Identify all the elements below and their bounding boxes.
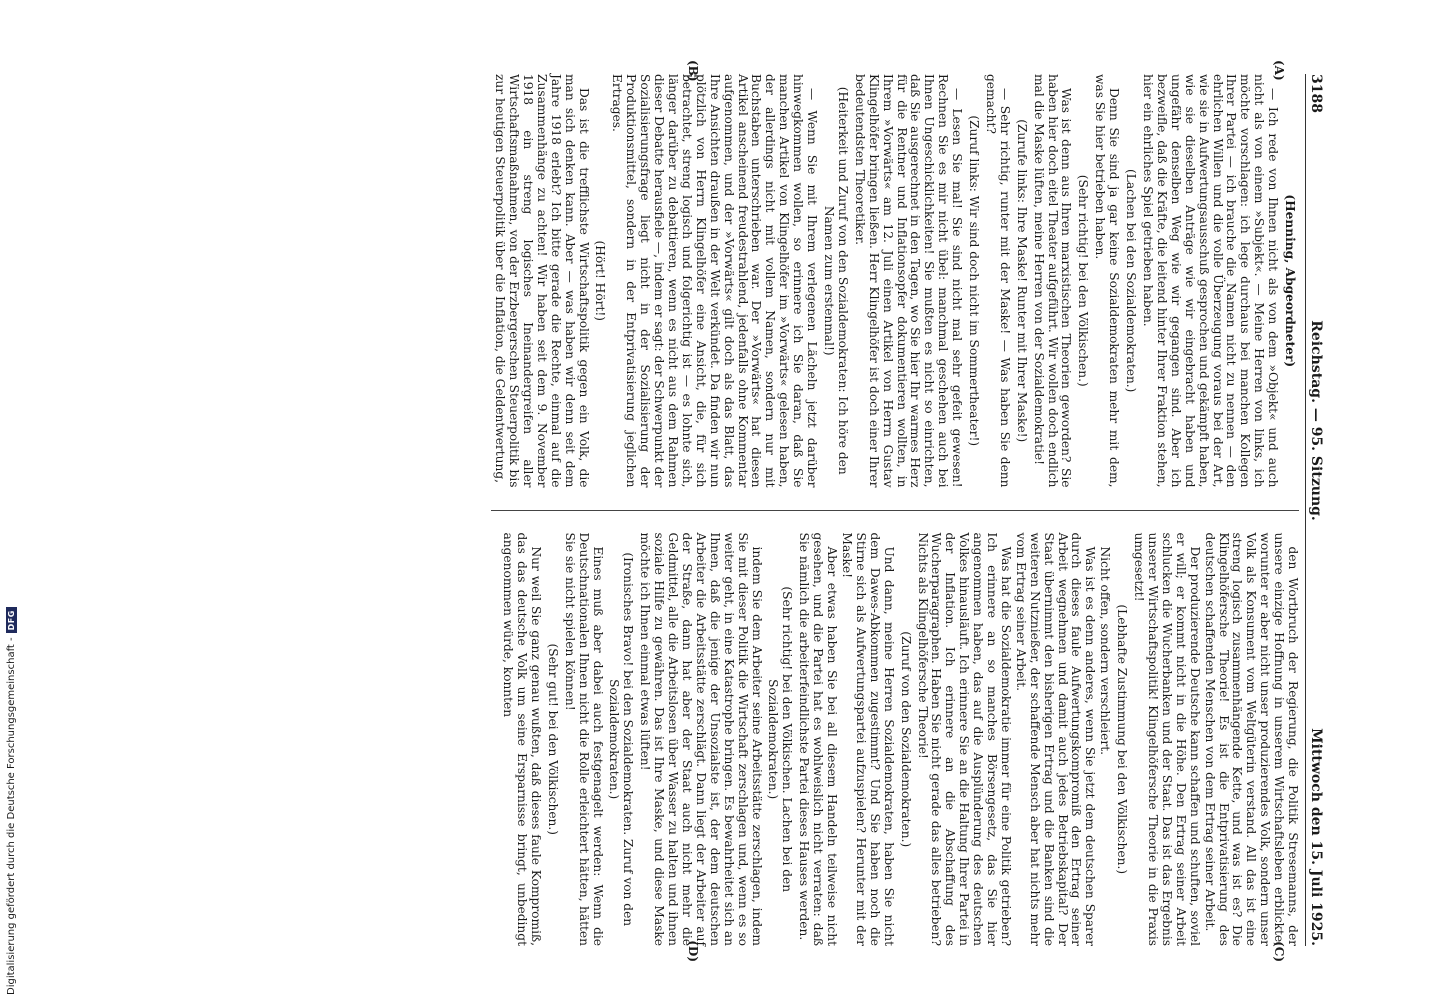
dfg-logo: DFG: [6, 607, 17, 633]
page-number: 3188: [1308, 74, 1324, 113]
margin-marker-a: (A): [1272, 60, 1287, 81]
margin-marker-c: (C): [1272, 941, 1287, 962]
paragraph: Und dann, meine Herren Sozialdemokraten, haben Sie nicht dem Dawes-Abkommen zugestimmt? Und Sie haben noch die Stirne sich als Aufwertungspartei aufzuspielen? Herunter mit der Maske!: [840, 532, 896, 946]
interjection: (Zurufe links: Ihre Maske! Runter mit Ihrer Maske!): [1014, 119, 1029, 443]
paragraph: — Sehr richtig, runter mit der Maske! — Was haben Sie denn gemacht?: [983, 74, 1012, 488]
header-title: Reichstag. — 95. Sitzung.: [1308, 320, 1324, 521]
paragraph: Was ist es denn anderes, wenn Sie jetzt dem deutschen Sparer durch dieses faule Aufwertungskompromiß den Ertrag seiner Arbeit wegnehmen und damit auch jedes Betriebskapital? Der Staat übernimmt den bisherigen Ertrag und die Banken sind die weiteren Nutznießer, der schaffende Mensch aber hat nichts mehr vom Ertrag seiner Arbeit.: [1013, 532, 1098, 946]
paragraph: indem Sie dem Arbeiter seine Arbeitsstätte zerschlagen, indem Sie mit dieser Politik die Wirtschaft zerschlagen und, wenn es so weiter geht, in eine Katastrophe bringen. Es bewahrheitet sich an Ihnen, daß die jenige der Unsozialste ist, der dem deutschen Arbeiter die Arbeitsstätte zerschlägt. Dann liegt der Arbeiter auf der Straße, dann hat aber der Staat auch nicht mehr die Geldmittel, alle die Arbeitslosen über Wasser zu halten und ihnen soziale Hilfe zu gewähren. Das ist Ihre Maske, und diese Maske möchte ich Ihnen einmal etwas lüften!: [638, 532, 764, 946]
interjection: (Sehr richtig! bei den Völkischen.): [1076, 174, 1091, 387]
interjection: (Lachen bei den Sozialdemokraten.): [1124, 169, 1139, 393]
column-divider: [491, 510, 1299, 511]
document-page: [90, 60, 1330, 960]
speaker-line: (Henning, Abgeordneter): [1283, 194, 1298, 368]
paragraph: — Wenn Sie mit Ihrem verlegenen Lächeln jetzt darüber hinwegkommen wollen, so erinnere ich Sie daran, daß Sie manchen Artikel von Klingelhöfer im »Vorwärts« gelesen haben, der allerdings nicht mit vollem Namen, sondern nur mit Buchstaben unterschrieben war. Der »Vorwärts« hat diesen Artikel anscheinend freudestrahlend, jedenfalls ohne Kommentar aufgenommen, und der »Vorwärts« gilt doch als das Blatt, das Ihre Ansichten draußen in der Welt verkündet. Da finden wir nun plötzlich von Herrn Klingelhöfer eine Ansicht, die, für sich betrachtet, streng logisch und folgerichtig ist — es lohnte sich, länger darüber zu debattieren, wenn es nicht aus dem Rahmen dieser Debatte herausfiele —, indem er sagt: der Schwerpunkt der Sozialisierungsfrage liegt nicht in der Sozialisierung der Produktionsmittel, sondern in der Entprivatisierung jeglichen Ertrages.: [610, 74, 820, 488]
left-column: [491, 60, 1299, 488]
paragraph: Aber etwas haben Sie bei all diesem Handeln teilweise nicht gesehen, und die Partei hat es wohlweislich nicht verraten: daß Sie nämlich die arbeiterfeindlichste Partei dieses Hauses werden.: [797, 532, 840, 946]
paragraph: Eines muß aber dabei auch festgenagelt werden: Wenn die Deutschnationalen Ihnen nicht die Rolle erleichtert hätten, hätten Sie sie nicht spielen können!: [562, 532, 605, 946]
page-header: [1305, 74, 1322, 946]
paragraph: Nicht offen, sondern verschleiert.: [1098, 546, 1113, 755]
interjection: (Ironisches Bravo! bei den Sozialdemokraten. Zuruf von den Sozialdemokraten.): [607, 552, 636, 927]
funding-text: Digitalisierung gefördert durch die Deutsche Forschungsgemeinschaft -: [6, 637, 17, 995]
interjection: (Lebhafte Zustimmung bei den Völkischen.): [1115, 604, 1130, 875]
interjection: (Zuruf links: Wir sind doch nicht im Sommertheater!): [967, 115, 982, 447]
paragraph: — Lesen Sie mal! Sie sind nicht mal sehr gefeit gewesen! Rechnen Sie es mir nicht übel: manchmal geschehen auch bei Ihnen Ungeschicklichkeiten! Sie mußten es nicht so einrichten, daß Sie ausgerechnet in den Tagen, wo Sie hier Ihr warmes Herz für die Rentner und Inflationsopfer dokumentieren wollten, in Ihrem »Vorwärts« am 12. Juli einen Artikel von Herrn Gustav Klingelhöfer bringen ließen. Herr Klingelhöfer ist doch einer Ihrer bedeutendsten Theoretiker.: [852, 74, 965, 488]
paragraph: Was hat die Sozialdemokratie immer für eine Politik getrieben? Ich erinnere an so manches Börsengesetz, das Sie hier angenommen haben, das auf die Ausplünderung des deutschen Volkes hinausläuft. Ich erinnere Sie an die Haltung Ihrer Partei in der Inflation. Ich erinnere an die Abschaffung des Wucherparagraphen. Haben Sie nicht gerade das alles betrieben? Nichts als Klingelhöfersche Theorie!: [915, 532, 1013, 946]
margin-marker-b: (B): [686, 60, 701, 82]
right-column: [491, 532, 1301, 962]
interjection: (Zuruf von den Sozialdemokraten.): [898, 631, 913, 848]
paragraph: Der produzierende Deutsche kann schaffen und schuften, soviel er will; er kommt nicht in die Höhe. Den Ertrag seiner Arbeit schlucken die Wucherbanken und der Staat. Das ist das Ergebnis unserer Wirtschaftspolitik! Klingelhöfersche Theorie in die Praxis umgesetzt!: [1132, 532, 1202, 946]
interjection: (Sehr richtig! bei den Völkischen. Lachen bei den Sozialdemokraten.): [766, 586, 795, 893]
header-date: Mittwoch den 15. Juli 1925.: [1308, 728, 1324, 946]
paragraph: Das ist die trefflichste Wirtschaftspolitik gegen ein Volk, die man sich denken kann. Aber — was haben wir denn seit dem Jahre 1918 erlebt? Ich bitte gerade die Rechte, einmal auf die Zusammenhänge zu achten! Wir haben seit dem 9. November 1918 ein streng logisches Ineinandergreifen aller Wirtschaftsmaßnahmen, von der Erzbergerschen Steuerpolitik bis zur heutigen Steuerpolitik über die Inflation, die Geldentwertung,: [493, 74, 591, 488]
interjection: (Heiterkeit und Zuruf von den Sozialdemokraten: Ich höre den Namen zum erstenmal!): [822, 86, 850, 475]
text-columns: [491, 60, 1301, 962]
interjection: (Hört! Hört!): [593, 240, 608, 322]
interjection: (Sehr gut! bei den Völkischen.): [545, 643, 560, 836]
margin-marker-d: (D): [686, 940, 701, 962]
funding-note: [6, 595, 17, 995]
paragraph: Denn Sie sind ja gar keine Sozialdemokraten mehr mit dem, was Sie hier betrieben haben.: [1093, 74, 1122, 488]
paragraph: — Ich rede von Ihnen nicht als von dem »Objekt« und auch nicht als von einem »Subjekt«. — Meine Herren von links, ich möchte vorschlagen: ich lege durchaus bei manchen Kollegen Ihrer Partei — ich brauche die Namen nicht zu nennen — den ehrlichen Willen und die volle Überzeugung voraus bei der Art, wie sie in Aufwertungsausschuß gesprochen und gekämpft haben, wie sie dieselben Anträge wie wir eingebracht haben und ungefähr denselben Weg wie wir gegangen sind. Aber ich bezweifle, daß die Kräfte, die leitend hinter Ihrer Fraktion stehen, hier ein ehrliches Spiel getrieben haben.: [1141, 74, 1281, 488]
paragraph: den Wortbruch der Regierung, die Politik Stresemanns, der unsere einzige Hoffnung in unserem Wirtschaftsleben erblickte, worunter er aber nicht unser produzierendes Volk, sondern unser Volk als Konsument vom Weltgüterin verstand. All das ist eine streng logisch zusammenhängende Kette, und was ist es? Die Klingelhöfersche Theorie! Es ist die Entprivatisierung des deutschen schaffenden Menschen von dem Ertrag seiner Arbeit.: [1202, 532, 1301, 946]
paragraph: Was ist denn aus Ihren marxistischen Theorien geworden? Sie haben hier doch eitel Theater aufgeführt. Wir wollen doch endlich mal die Maske lüften, meine Herren von der Sozialdemokratie!: [1031, 74, 1074, 488]
paragraph: Nur weil Sie ganz genau wußten, daß dieses faule Kompromiß, das das deutsche Volk um seine Ersparnisse bringt, unbedingt angenommen würde, konnten: [501, 532, 543, 946]
